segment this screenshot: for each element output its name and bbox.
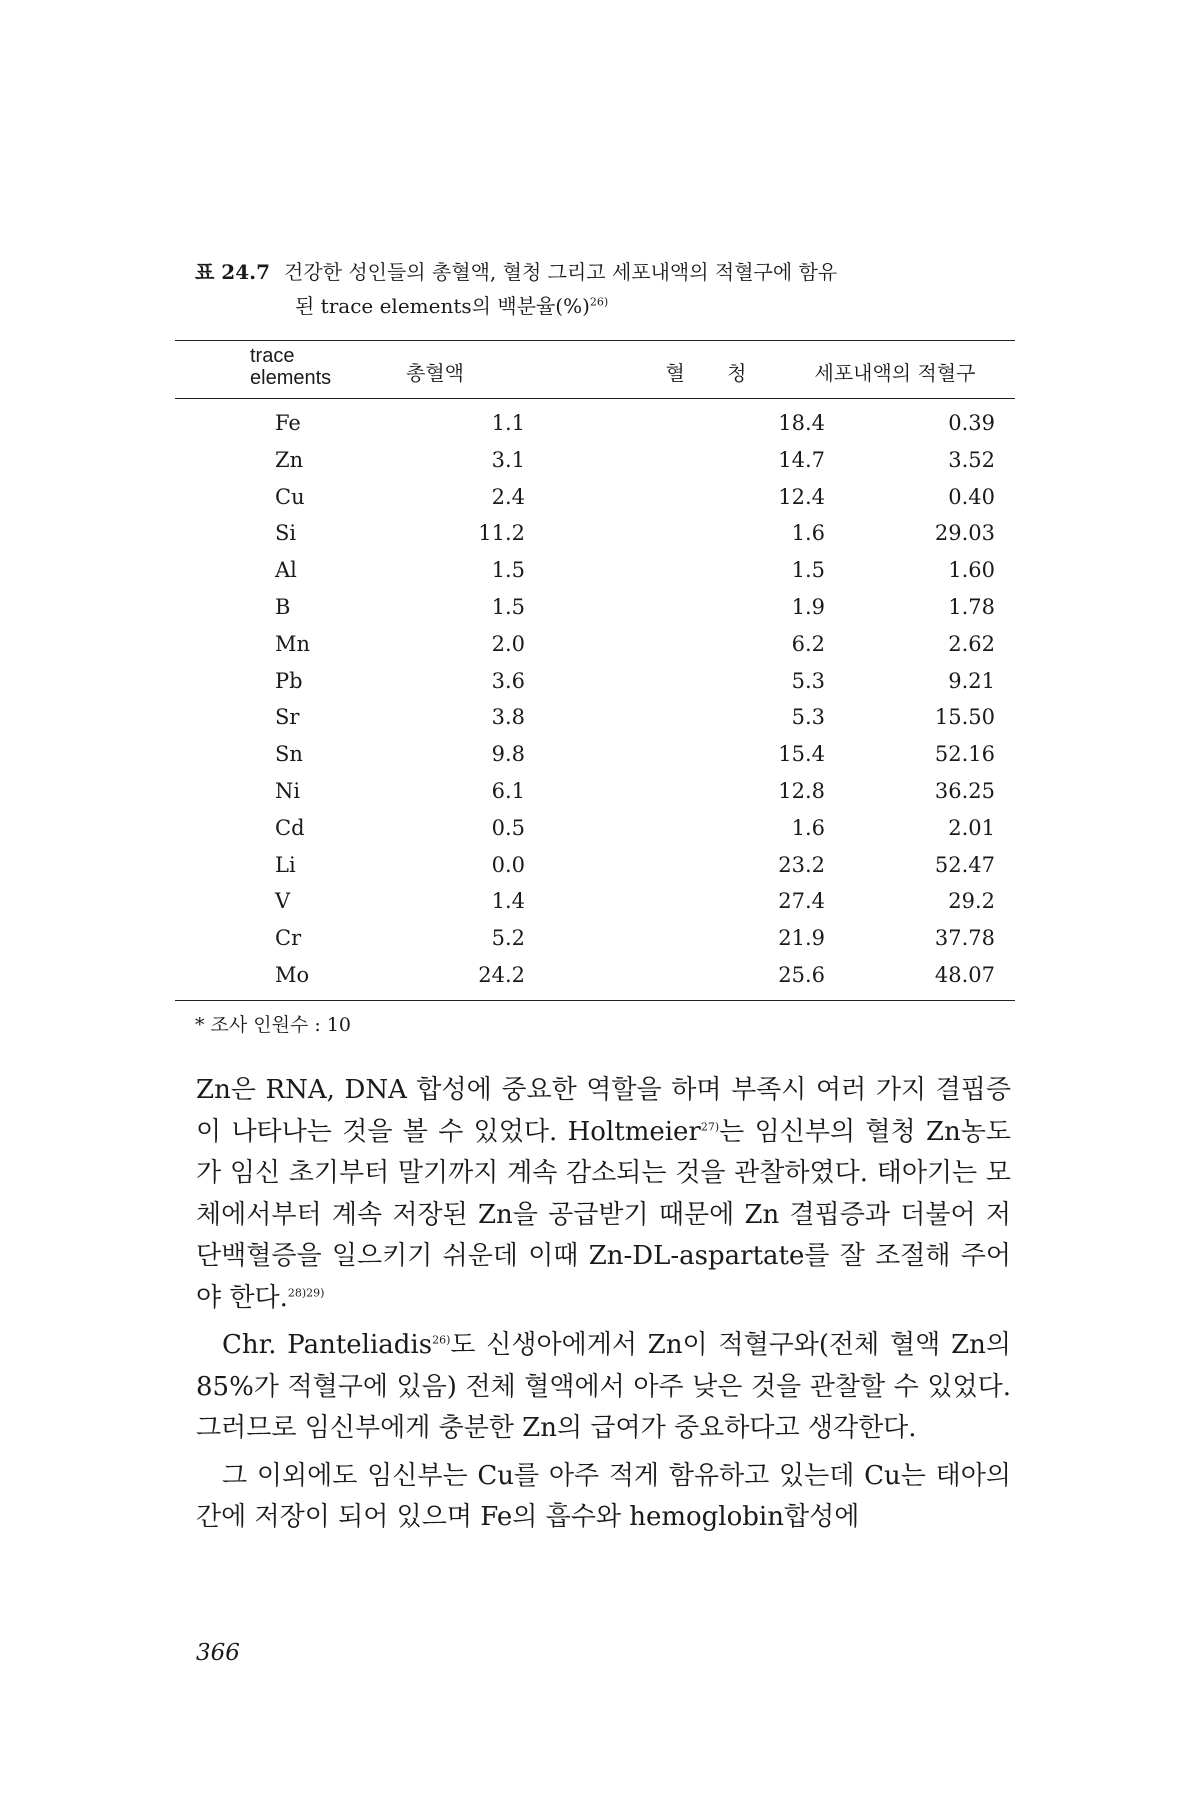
erythrocyte-cell: 52.16 — [934, 742, 995, 767]
whole-blood-cell: 2.0 — [491, 631, 525, 656]
element-cell: Al — [275, 558, 297, 583]
element-cell: Zn — [275, 447, 304, 472]
whole-blood-cell: 1.5 — [491, 558, 525, 583]
table-row — [175, 957, 1015, 994]
serum-cell: 1.6 — [791, 521, 825, 546]
serum-cell: 21.9 — [778, 926, 825, 951]
element-cell: Cr — [275, 926, 302, 951]
table-row — [175, 920, 1015, 957]
serum-cell: 27.4 — [778, 889, 825, 914]
table-row — [175, 552, 1015, 589]
table-row — [175, 699, 1015, 736]
table-row — [175, 810, 1015, 847]
erythrocyte-cell: 3.52 — [948, 447, 995, 472]
erythrocyte-cell: 48.07 — [934, 962, 995, 987]
serum-cell: 25.6 — [778, 962, 825, 987]
erythrocyte-cell: 37.78 — [934, 926, 995, 951]
whole-blood-cell: 9.8 — [491, 742, 525, 767]
caption-reference: 26) — [589, 295, 609, 309]
table-header — [175, 345, 1015, 393]
table-row — [175, 663, 1015, 700]
table-row — [175, 736, 1015, 773]
element-cell: B — [275, 594, 291, 619]
erythrocyte-cell: 29.2 — [948, 889, 995, 914]
whole-blood-cell: 3.8 — [491, 705, 525, 730]
element-cell: Pb — [275, 668, 303, 693]
table-row — [175, 589, 1015, 626]
serum-cell: 1.6 — [791, 815, 825, 840]
element-cell: Sr — [275, 705, 300, 730]
page-number: 366 — [196, 1640, 240, 1666]
erythrocyte-cell: 52.47 — [934, 852, 995, 877]
reference-27: 27) — [700, 1119, 720, 1133]
erythrocyte-cell: 0.39 — [948, 411, 995, 435]
erythrocyte-cell: 2.01 — [948, 815, 995, 840]
whole-blood-cell: 3.1 — [491, 447, 525, 472]
table-row — [175, 883, 1015, 920]
body-text — [196, 1070, 1011, 1545]
whole-blood-cell: 3.6 — [491, 668, 525, 693]
erythrocyte-cell: 15.50 — [934, 705, 995, 730]
whole-blood-cell: 1.1 — [491, 411, 525, 435]
element-cell: Li — [275, 852, 296, 877]
erythrocyte-cell: 29.03 — [934, 521, 995, 546]
table-row — [175, 405, 1015, 442]
element-cell: Ni — [275, 778, 301, 803]
whole-blood-cell: 1.4 — [491, 889, 525, 914]
element-cell: Si — [275, 521, 297, 546]
table-row — [175, 773, 1015, 810]
serum-cell: 12.4 — [778, 484, 825, 509]
table-label: 표 24.7 — [195, 260, 270, 284]
whole-blood-cell: 5.2 — [491, 926, 525, 951]
element-cell: Sn — [275, 742, 303, 767]
header-erythrocyte: 세포내액의 적혈구 — [814, 361, 976, 385]
whole-blood-cell: 2.4 — [491, 484, 525, 509]
erythrocyte-cell: 2.62 — [948, 631, 995, 656]
header-trace-elements: trace elements — [250, 345, 332, 389]
element-cell: Mn — [275, 631, 311, 656]
table-row — [175, 847, 1015, 884]
serum-cell: 1.9 — [791, 594, 825, 619]
reference-28-29: 28)29) — [287, 1285, 325, 1299]
serum-cell: 5.3 — [791, 668, 825, 693]
paragraph-3: 그 이외에도 임신부는 Cu를 아주 적게 함유하고 있는데 Cu는 태아의 간에 저장이 되어 있으며 Fe의 흡수와 hemoglobin합성에 — [196, 1460, 1011, 1532]
serum-cell: 14.7 — [778, 447, 825, 472]
table-row — [175, 626, 1015, 663]
element-cell: Cu — [275, 484, 305, 509]
caption-line-1: 건강한 성인들의 총혈액, 혈청 그리고 세포내액의 적혈구에 함유 — [284, 260, 838, 284]
table-footnote: * 조사 인원수 : 10 — [195, 1014, 352, 1036]
serum-cell: 18.4 — [778, 411, 825, 435]
whole-blood-cell: 1.5 — [491, 594, 525, 619]
header-serum: 혈 청 — [665, 361, 765, 385]
whole-blood-cell: 24.2 — [478, 962, 525, 987]
table-row — [175, 515, 1015, 552]
erythrocyte-cell: 36.25 — [934, 778, 995, 803]
element-cell: Mo — [275, 962, 310, 987]
serum-cell: 15.4 — [778, 742, 825, 767]
serum-cell: 23.2 — [778, 852, 825, 877]
table-row — [175, 479, 1015, 516]
whole-blood-cell: 0.0 — [491, 852, 525, 877]
whole-blood-cell: 0.5 — [491, 815, 525, 840]
element-cell: V — [275, 889, 291, 914]
serum-cell: 12.8 — [778, 778, 825, 803]
table-body — [175, 405, 1015, 994]
serum-cell: 1.5 — [791, 558, 825, 583]
erythrocyte-cell: 1.78 — [948, 594, 995, 619]
erythrocyte-cell: 9.21 — [948, 668, 995, 693]
reference-26: 26) — [432, 1333, 451, 1347]
element-cell: Fe — [275, 411, 301, 435]
table-top-rule — [175, 340, 1015, 341]
table-caption — [195, 255, 1035, 323]
caption-line-2: 된 trace elements의 백분율(%) — [295, 294, 590, 318]
element-cell: Cd — [275, 815, 305, 840]
serum-cell: 5.3 — [791, 705, 825, 730]
table-header-rule — [175, 398, 1015, 399]
paragraph-2: Chr. Panteliadis$^{26)}$도 신생아에게서 Zn이 적혈구와(전체 혈액 Zn의 85%가 적혈구에 있음) 전체 혈액에서 아주 낮은 것을 관찰할 수 있었다. 그러므로 임신부에게 충분한 Zn의 급여가 중요하다고 생각한다. — [196, 1330, 1011, 1443]
table-row — [175, 442, 1015, 479]
whole-blood-cell: 6.1 — [491, 778, 525, 803]
whole-blood-cell: 11.2 — [478, 521, 525, 546]
erythrocyte-cell: 0.40 — [948, 484, 995, 509]
paragraph-1: Zn은 RNA, DNA 합성에 중요한 역할을 하며 부족시 여러 가지 결핍증이 나타나는 것을 볼 수 있었다. Holtmeier$^{27)}$는 임신부의 혈청 Zn농도가 임신 초기부터 말기까지 계속 감소되는 것을 관찰하였다. 태아기는 모체에서부터 계속 저장된 Zn을 공급받기 때문에 Zn 결핍증과 더불어 저단백혈증을 일으키기 쉬운데 이때 Zn-DL-aspartate를 잘 조절해 주어야 한다.$^{28)29)}$ — [196, 1075, 1011, 1313]
header-whole-blood: 총혈액 — [406, 361, 464, 385]
table-bottom-rule — [175, 1000, 1015, 1001]
serum-cell: 6.2 — [791, 631, 825, 656]
erythrocyte-cell: 1.60 — [948, 558, 995, 583]
